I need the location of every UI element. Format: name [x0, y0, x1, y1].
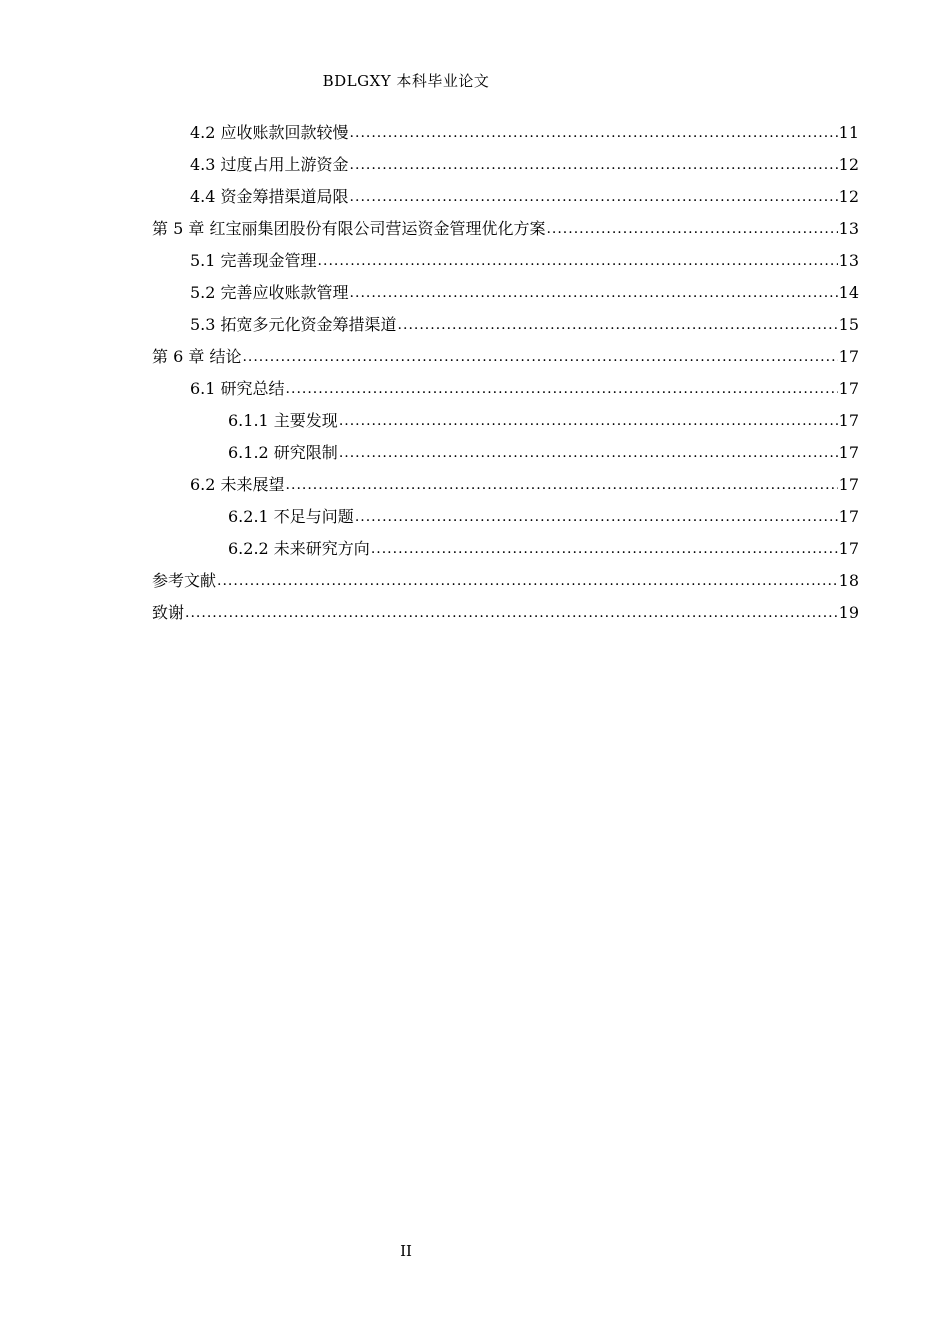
toc-entry-page: 17	[838, 475, 859, 494]
toc-dot-leader	[286, 469, 838, 501]
toc-dot-leader	[546, 213, 837, 245]
page-number: II	[400, 1242, 412, 1260]
toc-entry[interactable]	[152, 117, 859, 149]
toc-dot-leader	[350, 277, 838, 309]
toc-entry-label: 6.1.2 研究限制	[228, 443, 338, 462]
toc-entry-page: 11	[838, 123, 859, 142]
toc-entry-page: 17	[838, 539, 859, 558]
toc-entry-page: 14	[838, 283, 859, 302]
toc-dot-leader	[355, 501, 838, 533]
toc-entry-page: 17	[838, 507, 859, 526]
toc-entry[interactable]	[152, 373, 859, 405]
toc-entry[interactable]	[152, 149, 859, 181]
toc-entry-page: 17	[838, 443, 859, 462]
toc-entry-label: 6.1.1 主要发现	[228, 411, 338, 430]
toc-entry-label: 6.2.2 未来研究方向	[228, 539, 370, 558]
toc-entry-label: 4.4 资金筹措渠道局限	[190, 187, 349, 206]
toc-entry-page: 12	[838, 187, 859, 206]
toc-entry[interactable]	[152, 597, 859, 629]
toc-entry-label: 5.3 拓宽多元化资金筹措渠道	[190, 315, 397, 334]
toc-dot-leader	[350, 149, 838, 181]
toc-dot-leader	[398, 309, 838, 341]
toc-entry-label: 6.2.1 不足与问题	[228, 507, 354, 526]
toc-entry-label: 参考文献	[152, 571, 217, 590]
toc-entry[interactable]	[152, 405, 859, 437]
toc-entry[interactable]	[152, 245, 859, 277]
toc-dot-leader	[350, 117, 838, 149]
toc-dot-leader	[185, 597, 838, 629]
toc-entry[interactable]	[152, 533, 859, 565]
toc-dot-leader	[339, 437, 838, 469]
toc-entry-page: 17	[838, 379, 859, 398]
toc-entry[interactable]	[152, 565, 859, 597]
toc-dot-leader	[339, 405, 838, 437]
toc-entry-label: 6.1 研究总结	[190, 379, 285, 398]
toc-entry-label: 6.2 未来展望	[190, 475, 285, 494]
toc-entry-label: 4.2 应收账款回款较慢	[190, 123, 349, 142]
toc-entry-label: 4.3 过度占用上游资金	[190, 155, 349, 174]
toc-entry[interactable]	[152, 341, 859, 373]
toc-entry-page: 18	[838, 571, 859, 590]
toc-entry[interactable]	[152, 469, 859, 501]
toc-entry-label: 第 6 章 结论	[152, 347, 242, 366]
toc-entry[interactable]	[152, 277, 859, 309]
toc-entry-label: 5.2 完善应收账款管理	[190, 283, 349, 302]
toc-entry[interactable]	[152, 213, 859, 245]
toc-dot-leader	[318, 245, 838, 277]
toc-entry-page: 17	[838, 347, 859, 366]
toc-dot-leader	[371, 533, 838, 565]
toc-entry-page: 15	[838, 315, 859, 334]
toc-entry-label: 第 5 章 红宝丽集团股份有限公司营运资金管理优化方案	[152, 219, 546, 238]
toc-dot-leader	[350, 181, 838, 213]
toc-dot-leader	[217, 565, 838, 597]
toc-entry[interactable]	[152, 437, 859, 469]
toc-entry-page: 13	[838, 219, 859, 238]
toc-entry[interactable]	[152, 501, 859, 533]
table-of-contents	[152, 117, 859, 629]
toc-entry[interactable]	[152, 309, 859, 341]
toc-entry-page: 17	[838, 411, 859, 430]
toc-entry-page: 13	[838, 251, 859, 270]
page-header: BDLGXY 本科毕业论文	[322, 72, 490, 90]
toc-entry[interactable]	[152, 181, 859, 213]
toc-dot-leader	[286, 373, 838, 405]
toc-entry-label: 致谢	[152, 603, 185, 622]
toc-dot-leader	[242, 341, 837, 373]
toc-entry-page: 19	[838, 603, 859, 622]
toc-entry-page: 12	[838, 155, 859, 174]
toc-entry-label: 5.1 完善现金管理	[190, 251, 317, 270]
